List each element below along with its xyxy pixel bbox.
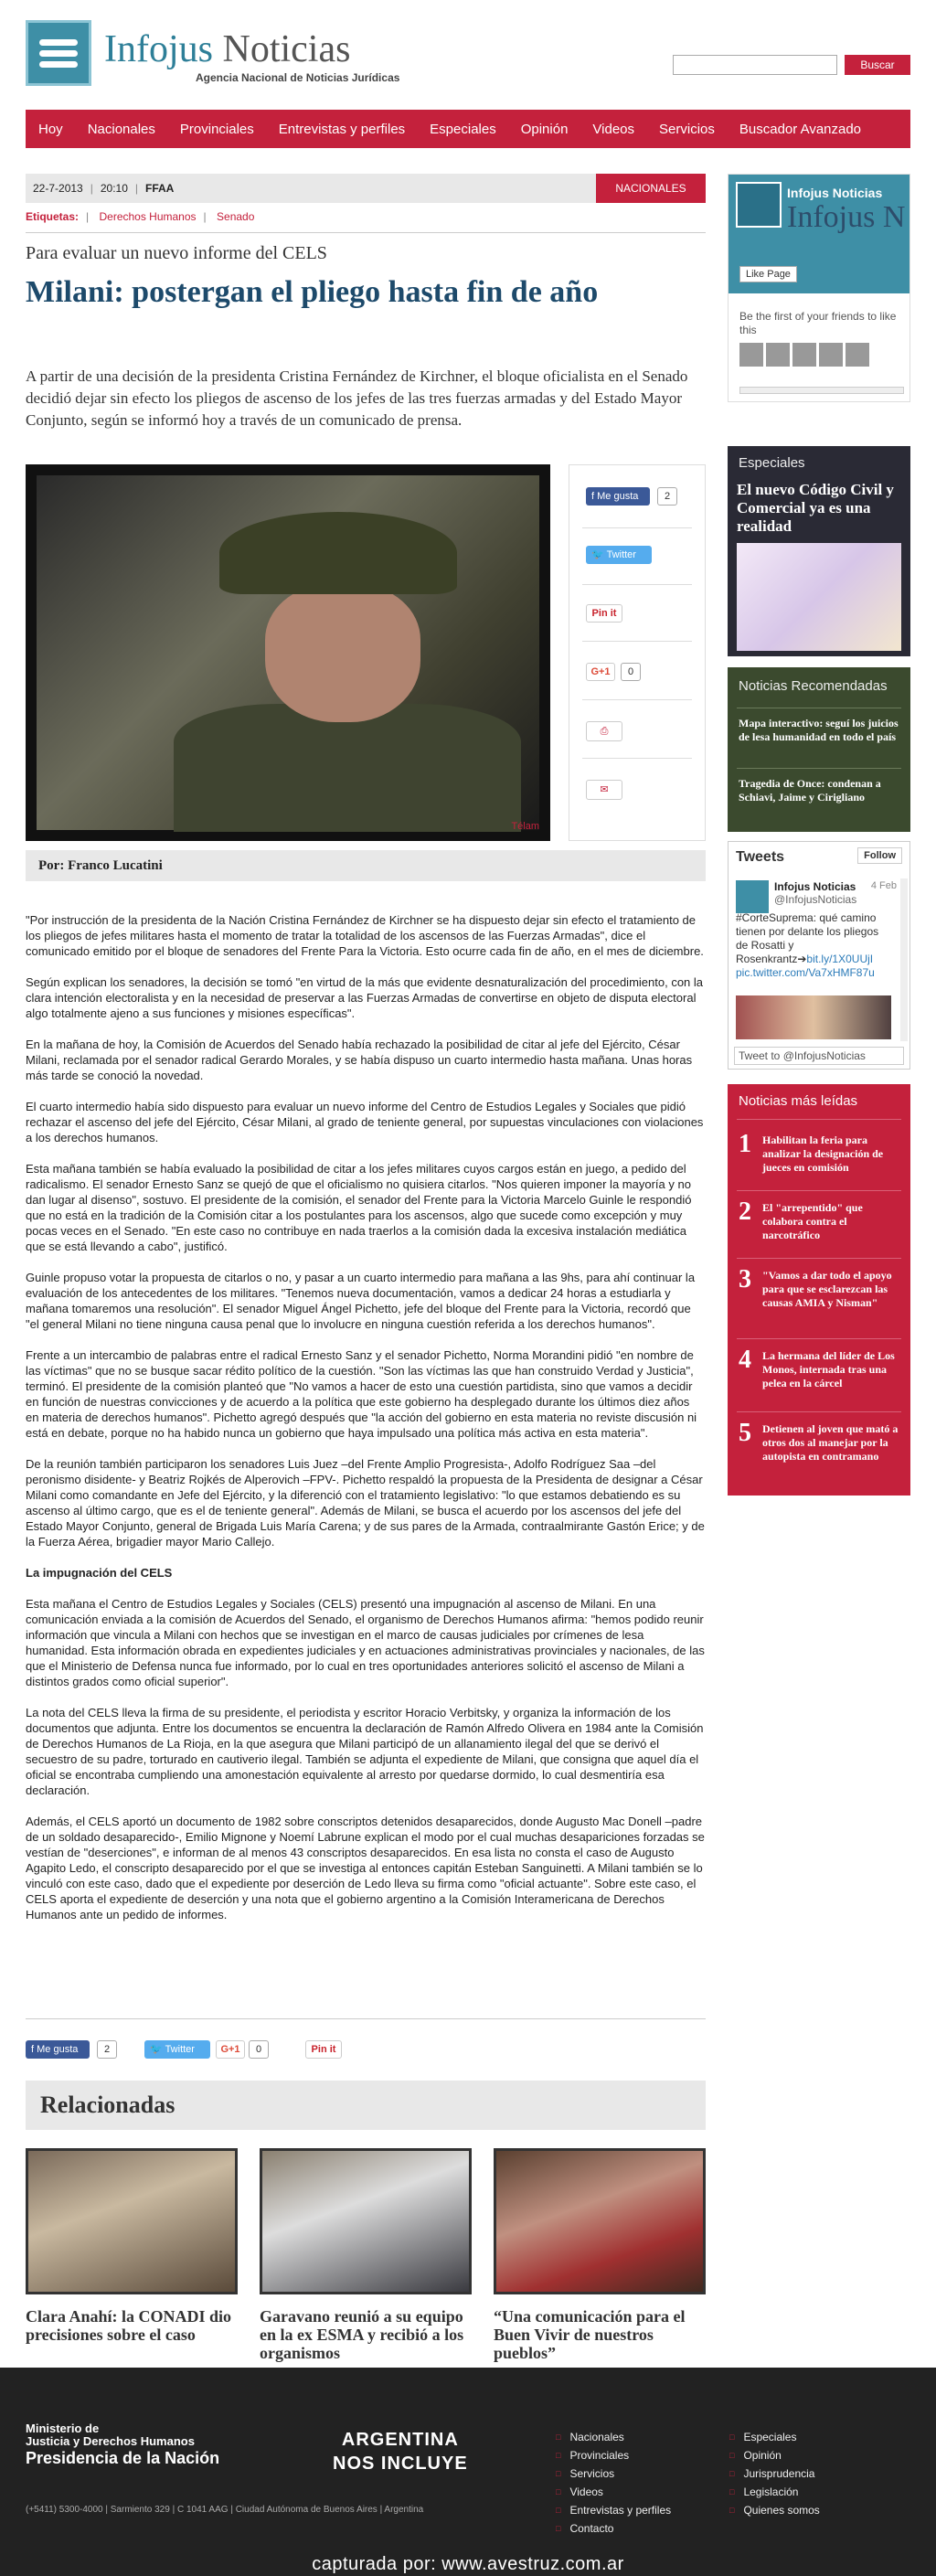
nav-item-entrevistas[interactable]: Entrevistas y perfiles xyxy=(278,121,406,137)
nav-item-videos[interactable]: Videos xyxy=(592,121,635,137)
especiales-image[interactable] xyxy=(737,543,901,651)
article-byline: Por: Franco Lucatini xyxy=(26,850,706,881)
pinterest-button[interactable]: Pin it xyxy=(586,604,622,623)
nav-item-nacionales[interactable]: Nacionales xyxy=(87,121,155,137)
nav-item-servicios[interactable]: Servicios xyxy=(659,121,715,137)
footer-link[interactable]: □ Contacto xyxy=(556,2519,671,2538)
pinterest-button[interactable]: Pin it xyxy=(305,2040,342,2059)
article-time: 20:10 xyxy=(100,182,128,195)
paragraph: Guinle propuso votar la propuesta de citarlos o no, y pasar a un cuarto intermedio para mañana a las 9hs, para ahí continuar la evaluación de los antecedentes de los militares. "Tenemos nueva documentación, vamos a dedicar 24 horas a estudiarla y mañana tomaremos una resolución". El senador Miguel Ángel Pichetto, jefe del bloque del Frente para la Victoria, recordó que "el general Milani no tiene ninguna causa penal que lo involucre en ninguna cuestión referida a los derechos humanos". xyxy=(26,1271,696,1331)
mas-leida-link[interactable]: El "arrepentido" que colabora contra el narcotráfico xyxy=(762,1201,863,1241)
nav-item-provinciales[interactable]: Provinciales xyxy=(179,121,254,137)
facebook-like-button[interactable]: f Me gusta xyxy=(586,487,650,506)
bottom-share-bar xyxy=(26,2040,706,2062)
tweet-link[interactable]: pic.twitter.com/Va7xHMF87u xyxy=(736,966,875,979)
related-title[interactable]: Clara Anahí: la CONADI dio precisiones sobre el caso xyxy=(26,2307,232,2344)
search-button[interactable]: Buscar xyxy=(845,55,910,75)
tag-link[interactable]: Derechos Humanos xyxy=(99,210,197,223)
argentina-logo: ARGENTINA NOS INCLUYE xyxy=(333,2430,468,2474)
paragraph: La nota del CELS lleva la firma de su presidente, el periodista y escritor Horacio Verbitsky, y organiza la información de los documentos que adjunta. Entre los documentos se encuentra la declaración de Ramón Alfredo Olivera en 1984 ante la Comisión de Derechos Humanos de La Rioja, en la que asegura que Milani participó de un allanamiento ilegal del que se derivó el secuestro de su padre, torturado en cautiverio ilegal. También se adjunta el expediente de Milani, que consigna que aquel día el oficial se encontraba cumpliendo una amonestación equivalente al arresto por quedarse dormido, lo cual desmentiría esa declaración. xyxy=(26,1706,704,1797)
mas-leidas-box: Noticias más leídas 1 Habilitan la feria para analizar la designación de jueces en comisión 2 El "arrepentido" que colabora contra el narcotráfico 3 "Vamos a dar todo el apoyo para que se esclarezcan las causas AMIA y Nisman" 4 La hermana del líder de Los Monos, internada tras una pelea en la cárcel 5 Detienen al joven que mató a otros dos al manejar por la autopista en contramano xyxy=(728,1084,910,1496)
article-section-tag[interactable]: FFAA xyxy=(145,182,175,195)
paragraph: En la mañana de hoy, la Comisión de Acuerdos del Senado había rechazado la posibilidad de citar al jefe del Ejército, César Milani, reclamada por el senador radical Gerardo Morales, y se había dispuso un cuarto intermedio hasta mañana. Unas horas más tarde se conoció la novedad. xyxy=(26,1038,693,1082)
facebook-page-widget xyxy=(728,174,910,402)
twitter-follow-button[interactable]: Follow xyxy=(857,847,902,864)
paragraph: "Por instrucción de la presidenta de la Nación Cristina Fernández de Kirchner se ha dispuesto dejar sin efecto el tratamiento de los pliegos de jefes militares hasta el momento de tratar la totalidad de los ascensos de las Fuerzas Armadas", dice el comunicado emitido por el bloque de senadores del Frente Para la Victoria. Esto ocurre cada fin de año, en el mes de diciembre. xyxy=(26,913,704,958)
related-item[interactable] xyxy=(26,2148,238,2344)
related-thumbnail[interactable] xyxy=(260,2148,472,2294)
tweet-input[interactable]: Tweet to @InfojusNoticias xyxy=(734,1047,904,1065)
footer-link[interactable]: □ Opinión xyxy=(729,2446,820,2464)
article-subhead: La impugnación del CELS xyxy=(26,1566,173,1580)
google-plus-button[interactable]: G+1 xyxy=(216,2040,245,2059)
footer-link[interactable]: □ Entrevistas y perfiles xyxy=(556,2501,671,2519)
twitter-scrollbar[interactable] xyxy=(900,878,908,1041)
article-kicker: Para evaluar un nuevo informe del CELS xyxy=(26,243,327,263)
footer-link[interactable]: □ Legislación xyxy=(729,2483,820,2501)
twitter-button[interactable]: 🐦 Twitter xyxy=(586,546,652,564)
article-date: 22-7-2013 xyxy=(33,182,83,195)
print-icon[interactable]: ⎙ xyxy=(586,721,622,741)
paragraph: Frente a un intercambio de palabras entre el radical Ernesto Sanz y el senador Pichetto, Norma Morandini pidió "en nombre de las víctimas" que no se busque sacar rédito político de la cuestión. "Son las víctimas las que han construido Verdad y Justicia", terminó. El presidente de la comisión planteó que "No vamos a hacer de esto una cuestión partidista, sino que vamos a decidir en función de nuestras convicciones y de acuerdo a la política que este gobierno ha desplegado durante los últimos diez años en materia de derechos humanos". Pichetto agregó después que "la acción del gobierno en esta materia no reviste discusión ni está en debate, porque no ha habido nunca un gobierno que haya impulsado una política más activa en esta materia". xyxy=(26,1348,697,1440)
tweet-link[interactable]: bit.ly/1X0UUjI xyxy=(806,953,874,965)
logo-name-blue: Infojus xyxy=(104,28,213,70)
related-title[interactable]: “Una comunicación para el Buen Vivir de nuestros pueblos” xyxy=(494,2307,686,2362)
google-plus-count: 0 xyxy=(249,2040,269,2059)
twitter-button[interactable]: 🐦 Twitter xyxy=(144,2040,210,2059)
google-plus-count: 0 xyxy=(621,663,641,681)
footer-link[interactable]: □ Quienes somos xyxy=(729,2501,820,2519)
logo-subtitle: Agencia Nacional de Noticias Jurídicas xyxy=(196,71,400,84)
article-body xyxy=(26,912,706,1938)
footer-link[interactable]: □ Servicios xyxy=(556,2464,671,2483)
facebook-fan-faces xyxy=(739,343,904,370)
mas-leida-link[interactable]: La hermana del líder de Los Monos, internada tras una pelea en la cárcel xyxy=(762,1349,895,1389)
paragraph: Esta mañana el Centro de Estudios Legales y Sociales (CELS) presentó una impugnación al ascenso de Milani. En una comunicación enviada a la comisión de Acuerdos del Senado, el organismo de Derechos Humanos afirma: "hemos podido reunir información que vincula a Milani con hechos que se investigan en el marco de causas judiciales por crímenes de lesa humanidad. Esta información obrada en expedientes judiciales y en actuaciones administrativas provinciales y nacionales, de las que el Ministerio de Defensa nunca fue informado, por lo cual en tres oportunidades anteriores solicitó el ascenso de Milani a distintos grados como oficial superior". xyxy=(26,1597,705,1688)
capture-watermark: capturada por: www.avestruz.com.ar xyxy=(312,2554,624,2574)
especiales-box[interactable] xyxy=(728,446,910,656)
email-icon[interactable]: ✉ xyxy=(586,780,622,800)
footer-link[interactable]: □ Provinciales xyxy=(556,2446,671,2464)
nav-item-especiales[interactable]: Especiales xyxy=(430,121,496,137)
related-item[interactable] xyxy=(494,2148,706,2362)
twitter-avatar[interactable] xyxy=(736,880,769,913)
site-footer xyxy=(0,2368,936,2576)
twitter-handle[interactable]: @InfojusNoticias xyxy=(774,893,857,906)
twitter-widget xyxy=(728,841,910,1070)
related-thumbnail[interactable] xyxy=(494,2148,706,2294)
mas-leida-link[interactable]: "Vamos a dar todo el apoyo para que se esclarezcan las causas AMIA y Nisman" xyxy=(762,1269,892,1309)
footer-link[interactable]: □ Videos xyxy=(556,2483,671,2501)
nav-item-hoy[interactable]: Hoy xyxy=(38,121,63,137)
ministry-logo[interactable]: Ministerio de Justicia y Derechos Humanos Presidencia de la Nación xyxy=(26,2422,220,2467)
footer-link[interactable]: □ Jurisprudencia xyxy=(729,2464,820,2483)
facebook-like-button[interactable]: f Me gusta xyxy=(26,2040,90,2059)
tweet-date[interactable]: 4 Feb xyxy=(870,880,897,891)
especiales-heading: Especiales xyxy=(739,455,805,471)
footer-link[interactable]: □ Especiales xyxy=(729,2428,820,2446)
facebook-like-count: 2 xyxy=(657,487,677,506)
logo-book-icon xyxy=(26,20,91,86)
category-badge[interactable]: NACIONALES xyxy=(596,174,706,203)
paragraph: Además, el CELS aportó un documento de 1982 sobre conscriptos detenidos desaparecidos, donde Augusto Mac Donell –padre de un soldado desaparecido-, Emilio Mignone y Noemí Labrune explican el modo por el cual muchas desapariciones forzadas se vestían de "deserciones", e informan de al menos 43 conscriptos desaparecidos. En esa lista no consta el caso de Augusto Agapito Ledo, el conscripto desaparecido por el que se investiga al entonces capitán Esteban Sanguinetti. A Milani también se lo vinculó con este caso, dado que el expediente por deserción de Ledo lleva su firma como "oficial actuante". Sobre este caso, el CELS aporta el expediente de deserción y una nota que el gobierno argentino a la Comisión Interamericana de Derechos Humanos ante un pedido de informes. xyxy=(26,1815,705,1921)
photo-credit: Télam xyxy=(511,821,539,832)
main-nav xyxy=(26,110,910,148)
tags-line: Etiquetas: | Derechos Humanos | Senado xyxy=(26,210,255,223)
tweets-heading: Tweets xyxy=(736,849,785,865)
article-meta-bar: 22-7-2013 | 20:10 | FFAA xyxy=(26,174,706,203)
footer-links-col1 xyxy=(556,2428,671,2538)
google-plus-button[interactable]: G+1 xyxy=(586,663,615,681)
paragraph: Esta mañana también se había evaluado la posibilidad de citar a los jefes militares cuyos cargos están en juego, a pedido del radicalismo. El senador Ernesto Sanz se quejó de que el oficialismo no quisiera citarlos. "Nos quieren imponer la mayoría y no dan lugar al disenso", sostuvo. El presidente de la comisión, el senador del Frente para la Victoria Marcelo Guinle le respondió que no está en la tradición de la Comisión citar a los postulantes para los ascensos, algo que sucede como excepción y muy pocas veces en el Senado. "En este caso no contribuye en nada traerlos a la comisión dada la excesiva instalación mediática que se está llevando a cabo", justificó. xyxy=(26,1162,692,1253)
paragraph: El cuarto intermedio había sido dispuesto para evaluar un nuevo informe del Centro de Estudios Legales y Sociales que pidió rechazar el ascenso del jefe del Ejército, César Milani, al grado de teniente general, por supuestas vinculaciones con violaciones a los derechos humanos. xyxy=(26,1100,704,1144)
recomendadas-box xyxy=(728,667,910,832)
recomendadas-heading: Noticias Recomendadas xyxy=(739,678,888,694)
tags-label: Etiquetas: xyxy=(26,210,80,223)
facebook-like-count: 2 xyxy=(97,2040,117,2059)
search-input[interactable] xyxy=(673,55,837,75)
tweet-text: #CorteSuprema: qué camino tienen por delante los pliegos de Rosatti y Rosenkrantz➔bit.ly/1X0UUjI pic.twitter.com/Va7xHMF87u xyxy=(736,911,879,979)
related-heading: Relacionadas xyxy=(26,2081,706,2130)
facebook-like-page-button[interactable]: Like Page xyxy=(739,266,797,282)
logo-name-gray: Noticias xyxy=(222,28,351,70)
facebook-page-avatar[interactable] xyxy=(736,182,782,228)
footer-link[interactable]: □ Nacionales xyxy=(556,2428,671,2446)
share-panel xyxy=(569,464,706,841)
tweet-photo[interactable] xyxy=(736,995,891,1039)
facebook-cover-text: Infojus N xyxy=(787,200,906,234)
article-lead: A partir de una decisión de la presidenta Cristina Fernández de Kirchner, el bloque oficialista en el Senado decidió dejar sin efecto los pliegos de ascenso de los jefes de las tres fuerzas armadas y del Estado Mayor Conjunto, según se informó hoy a través de un comunicado de prensa. xyxy=(26,367,688,429)
divider xyxy=(26,2018,706,2019)
site-logo[interactable] xyxy=(26,20,400,93)
footer-address: (+5411) 5300-4000 | Sarmiento 329 | C 1041 AAG | Ciudad Autónoma de Buenos Aires | Argentina xyxy=(26,2505,424,2515)
facebook-friends-text: Be the first of your friends to like this xyxy=(739,310,897,336)
mas-leidas-heading: Noticias más leídas xyxy=(739,1093,858,1109)
article-photo xyxy=(26,464,550,841)
related-item[interactable] xyxy=(260,2148,472,2362)
twitter-name[interactable]: Infojus Noticias xyxy=(774,880,856,893)
tag-link[interactable]: Senado xyxy=(217,210,255,223)
article-title: Milani: postergan el pliego hasta fin de año xyxy=(26,275,599,309)
nav-item-buscador[interactable]: Buscador Avanzado xyxy=(739,121,862,137)
divider xyxy=(26,232,706,233)
mas-leida-link[interactable]: Habilitan la feria para analizar la designación de jueces en comisión xyxy=(762,1134,884,1174)
widget-scrollbar[interactable] xyxy=(739,387,904,394)
mas-leida-link[interactable]: Detienen al joven que mató a otros dos al manejar por la autopista en contramano xyxy=(762,1422,899,1463)
especiales-title[interactable]: El nuevo Código Civil y Comercial ya es una realidad xyxy=(737,481,894,535)
paragraph: De la reunión también participaron los senadores Luis Juez –del Frente Amplio Progresista-, Adolfo Rodríguez Saa –del peronismo disidente- y Beatriz Rojkés de Alperovich –FPV-. Pichetto respaldó la propuesta de la Presidenta de designar a César Milani como comandante en Jefe del Ejército, y la diferenció con el tratamiento legislativo: "lo que estamos debatiendo es su ascenso al último cargo, que es el de teniente general". Además de Milani, se busca el acuerdo por los ascensos del jefe del Estado Mayor Conjunto, general de Brigada Luis María Carena; y de sus pares de la Armada, contraalmirante Gastón Erice; y de la Fuerza Aérea, brigadier mayor Mario Callejo. xyxy=(26,1457,705,1549)
facebook-page-name[interactable]: Infojus Noticias xyxy=(787,186,883,200)
related-thumbnail[interactable] xyxy=(26,2148,238,2294)
related-title[interactable]: Garavano reunió a su equipo en la ex ESMA y recibió a los organismos xyxy=(260,2307,464,2362)
recomendada-link[interactable]: Mapa interactivo: seguí los juicios de lesa humanidad en todo el país xyxy=(739,717,899,743)
footer-links-col2 xyxy=(729,2428,820,2519)
recomendada-link[interactable]: Tragedia de Once: condenan a Schiavi, Jaime y Cirigliano xyxy=(739,777,881,804)
paragraph: Según explican los senadores, la decisión se tomó "en virtud de la más que evidente desnaturalización del procedimiento, con la clara intención electoralista y en la necesidad de preservar a las Fuerzas Armadas de convertirse en objeto de disputa electoral algo totalmente ajeno a sus funciones y misiones específicas". xyxy=(26,975,704,1020)
nav-item-opinion[interactable]: Opinión xyxy=(520,121,569,137)
